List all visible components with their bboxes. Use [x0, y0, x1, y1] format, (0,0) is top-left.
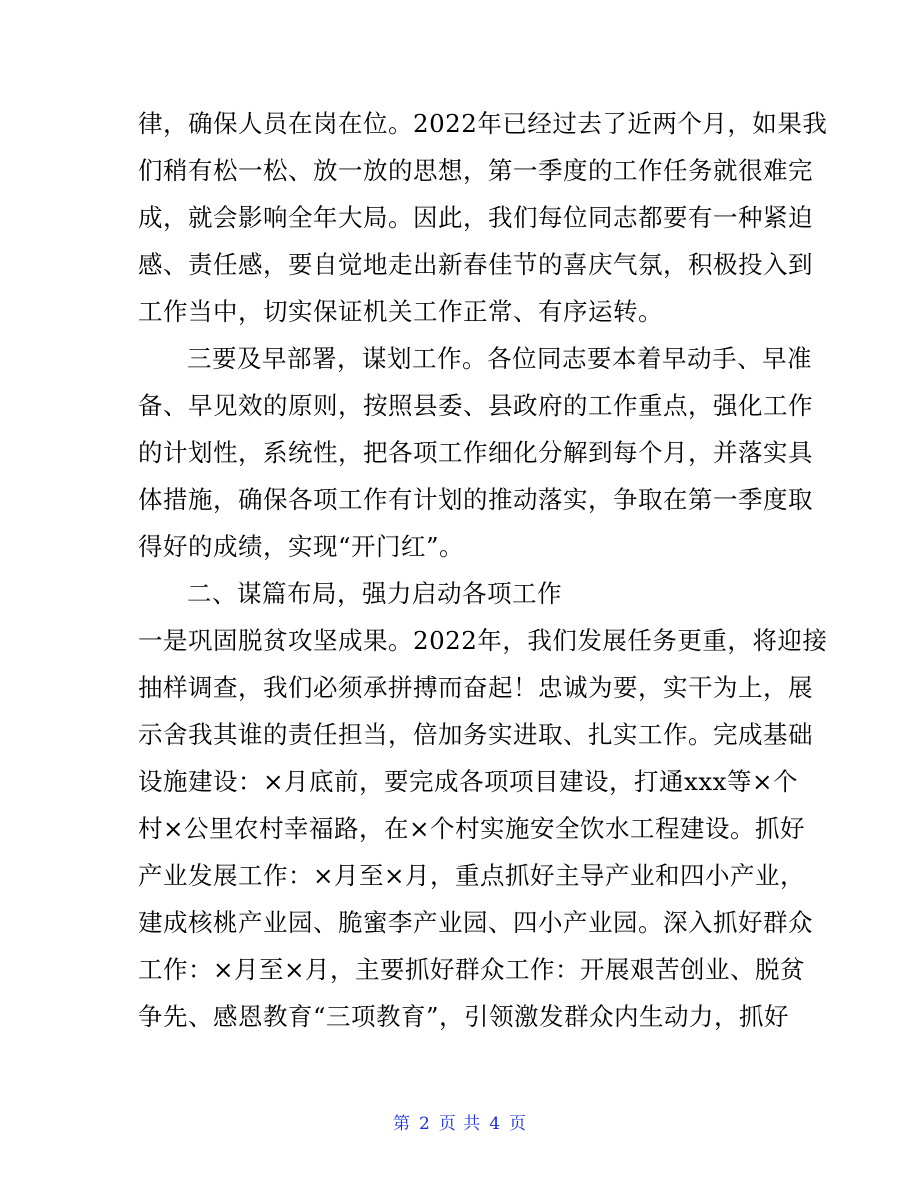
- paragraph-2-line: 备、早见效的原则，按照县委、县政府的工作重点，强化工作: [138, 391, 813, 420]
- paragraph-3-line: 工作：×月至×月，主要抓好群众工作：开展艰苦创业、脱贫: [138, 955, 806, 984]
- paragraph-3-line: 建成核桃产业园、脆蜜李产业园、四小产业园。深入抓好群众: [138, 908, 813, 937]
- paragraph-1-line: 成，就会影响全年大局。因此，我们每位同志都要有一种紧迫: [138, 203, 813, 232]
- footer-current-page: 2: [418, 1114, 431, 1134]
- footer-total-pages: 4: [489, 1114, 502, 1134]
- paragraph-3-line: 示舍我其谁的责任担当，倍加务实进取、扎实工作。完成基础: [138, 720, 813, 749]
- paragraph-2-line: 得好的成绩，实现“开门红”。: [138, 532, 465, 561]
- paragraph-3-line: 一是巩固脱贫攻坚成果。2022年，我们发展任务更重，将迎接: [138, 626, 828, 655]
- paragraph-1-line: 们稍有松一松、放一放的思想，第一季度的工作任务就很难完: [138, 156, 813, 185]
- paragraph-2-line: 的计划性，系统性，把各项工作细化分解到每个月，并落实具: [138, 438, 813, 467]
- footer-middle: 页 共: [438, 1114, 482, 1134]
- footer-suffix: 页: [509, 1114, 528, 1134]
- paragraph-3-line: 产业发展工作：×月至×月，重点抓好主导产业和四小产业，: [138, 861, 806, 890]
- page-number-footer: [0, 1112, 920, 1136]
- paragraph-3-line: 村×公里农村幸福路，在×个村实施安全饮水工程建设。抓好: [138, 814, 806, 843]
- paragraph-3-line: 设施建设：×月底前，要完成各项项目建设，打通xxx等×个: [138, 767, 799, 796]
- paragraph-3-line: 抽样调查，我们必须承拼搏而奋起！忠诚为要，实干为上，展: [138, 673, 813, 702]
- paragraph-1-line: 感、责任感，要自觉地走出新春佳节的喜庆气氛，积极投入到: [138, 250, 813, 279]
- section-heading: 二、谋篇布局，强力启动各项工作: [187, 579, 562, 608]
- paragraph-2-line: 三要及早部署，谋划工作。各位同志要本着早动手、早准: [187, 344, 812, 373]
- paragraph-1-line: 律，确保人员在岗在位。2022年已经过去了近两个月，如果我: [138, 109, 828, 138]
- paragraph-2-line: 体措施，确保各项工作有计划的推动落实，争取在第一季度取: [138, 485, 813, 514]
- paragraph-1-line: 工作当中，切实保证机关工作正常、有序运转。: [138, 297, 663, 326]
- footer-prefix: 第: [392, 1114, 411, 1134]
- paragraph-3-line: 争先、感恩教育“三项教育”，引领激发群众内生动力，抓好: [138, 1002, 790, 1031]
